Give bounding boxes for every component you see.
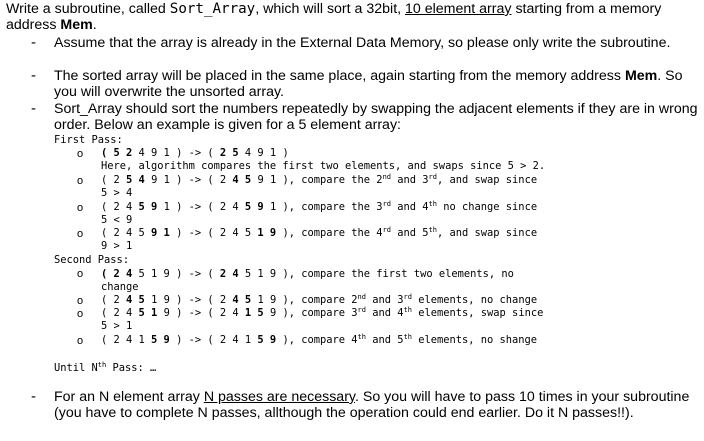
first-pass-step-4: ( 2 4 5 9 1 ) -> ( 2 4 5 1 9 ), compare the 4rd and 5th, and swap since xyxy=(101,226,538,239)
first-pass-step-3: ( 2 4 5 9 1 ) -> ( 2 4 5 9 1 ), compare the 3rd and 4th no change since xyxy=(101,200,538,213)
second-pass-heading: Second Pass: xyxy=(54,254,130,266)
until-nth-pass: Until $N^{th}$ Pass: … xyxy=(54,361,157,374)
bullet-dash: - xyxy=(31,67,36,84)
second-pass-step-3-cont: 5 > 1 xyxy=(101,320,133,332)
intro-text: Write a subroutine, called xyxy=(6,1,170,17)
first-pass-step-3-cont: 5 < 9 xyxy=(101,214,133,226)
intro-text: starting from a memory address xyxy=(6,1,662,33)
intro-text: , which will sort a 32bit, xyxy=(255,1,406,17)
circle-bullet: o xyxy=(77,308,84,320)
first-pass-heading: First Pass: xyxy=(54,134,123,146)
bullet-text-4: For an N element array N passes are necessary. So you will have to pass 10 times in your subroutine (you have to complete N passes, allthough the operation could end earlier. Do it N passes!!). xyxy=(54,389,690,421)
second-pass-step-1-cont: change xyxy=(101,281,139,293)
circle-bullet: o xyxy=(77,228,84,240)
circle-bullet: o xyxy=(77,335,84,347)
bullet-text-1: Assume that the array is already in the External Data Memory, so please only write the subroutine. xyxy=(54,35,671,51)
mem-label: Mem xyxy=(624,68,658,84)
bullet-dash: - xyxy=(31,100,36,117)
first-pass-step-2: ( 2 5 4 9 1 ) -> ( 2 4 5 9 1 ), compare the 2nd and 3rd, and swap since xyxy=(101,173,538,186)
intro-paragraph: Write a subroutine, called Sort_Array, which will sort a 32bit, 10 element array starting from a memory address Mem. xyxy=(6,1,662,33)
bullet-text-2: The sorted array will be placed in the same place, again starting from the memory address Mem. So you will overwrite the unsorted array. xyxy=(54,68,683,100)
second-pass-step-4: ( 2 4 1 5 9 ) -> ( 2 4 1 5 9 ), compare 4th and 5th elements, no shange xyxy=(101,333,538,346)
circle-bullet: o xyxy=(77,175,84,187)
bullet-dash: - xyxy=(31,388,36,405)
circle-bullet: o xyxy=(77,268,84,280)
first-pass-step-1: ( 5 2 4 9 1 ) -> ( 2 5 4 9 1 ) xyxy=(101,147,289,159)
first-pass-step-1-note: Here, algorithm compares the first two elements, and swaps since 5 > 2. xyxy=(101,160,546,172)
second-pass-step-3: ( 2 4 5 1 9 ) -> ( 2 4 1 5 9 ), compare 3rd and 4th elements, swap since xyxy=(101,306,544,319)
underlined-text: 10 element array xyxy=(405,1,512,17)
second-pass-step-2: ( 2 4 5 1 9 ) -> ( 2 4 5 1 9 ), compare 2nd and 3rd elements, no change xyxy=(101,293,538,306)
underlined-text: N passes are necessary xyxy=(203,389,355,405)
bullet-dash: - xyxy=(31,34,36,51)
second-pass-step-1: ( 2 4 5 1 9 ) -> ( 2 4 5 1 9 ), compare the first two elements, no xyxy=(101,268,514,280)
bullet-text-3: Sort_Array should sort the numbers repeatedly by swapping the adjacent elements if they are in wrong order. Below an example is given for a 5 element array: xyxy=(54,101,698,133)
first-pass-step-4-cont: 9 > 1 xyxy=(101,240,133,252)
circle-bullet: o xyxy=(77,202,84,214)
mem-label: Mem xyxy=(60,17,93,33)
subroutine-name: Sort_Array xyxy=(169,1,256,17)
circle-bullet: o xyxy=(77,295,84,307)
circle-bullet: o xyxy=(77,148,84,160)
first-pass-step-2-cont: 5 > 4 xyxy=(101,187,133,199)
